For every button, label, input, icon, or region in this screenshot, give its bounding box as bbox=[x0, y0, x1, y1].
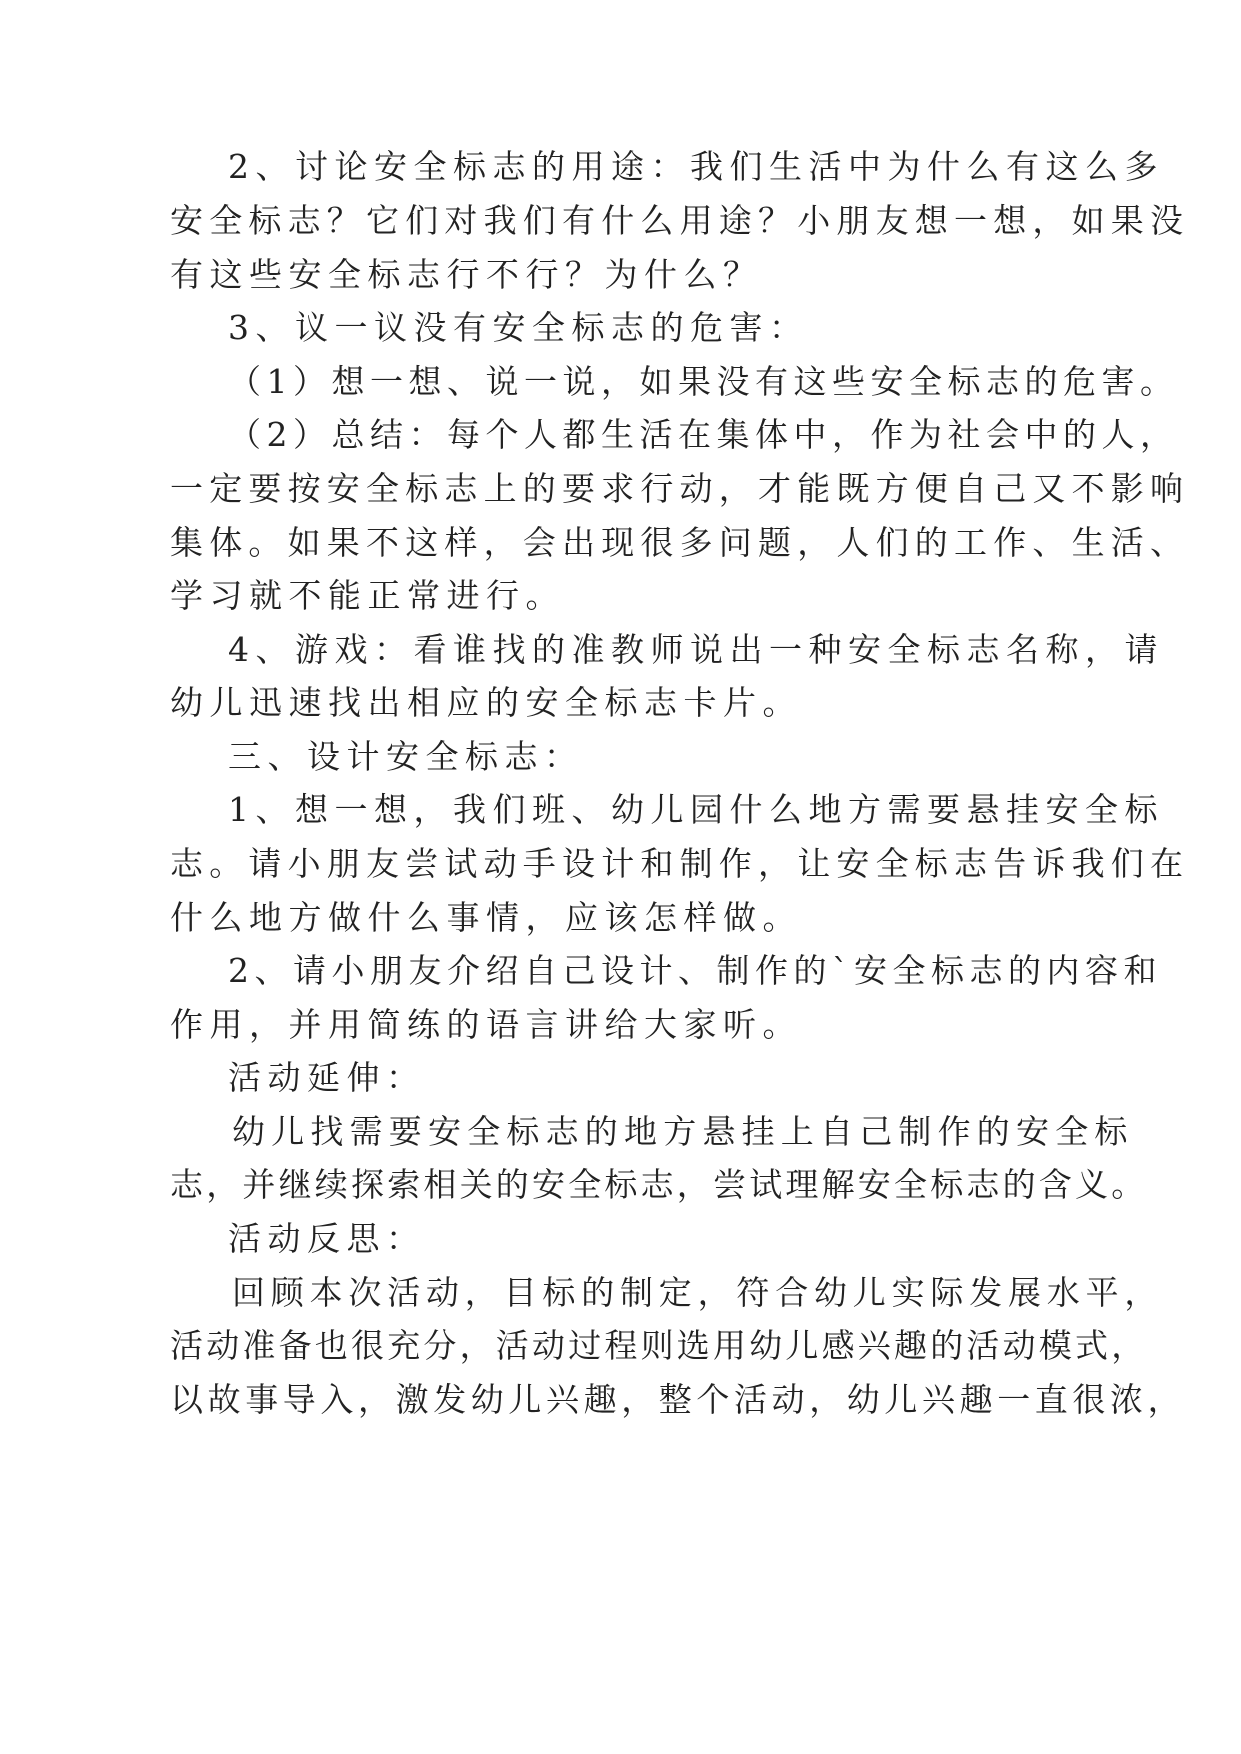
text-line: 一定要按安全标志上的要求行动，才能既方便自己又不影响 bbox=[170, 469, 1190, 508]
text-line: （2）总结：每个人都生活在集体中，作为社会中的人， bbox=[228, 415, 1179, 454]
text-line: 集体。如果不这样，会出现很多问题，人们的工作、生活、 bbox=[170, 523, 1190, 562]
text-line: 学习就不能正常进行。 bbox=[170, 576, 565, 615]
text-line: 幼儿迅速找出相应的安全标志卡片。 bbox=[170, 683, 802, 722]
text-line: 活动反思： bbox=[228, 1219, 426, 1258]
text-line: （1）想一想、说一说，如果没有这些安全标志的危害。 bbox=[228, 362, 1179, 401]
text-line: 有这些安全标志行不行？为什么？ bbox=[170, 255, 763, 294]
text-line: 1、想一想，我们班、幼儿园什么地方需要悬挂安全标 bbox=[228, 790, 1164, 829]
text-line: 三、设计安全标志： bbox=[228, 737, 584, 776]
text-line: 以故事导入，激发幼儿兴趣，整个活动，幼儿兴趣一直很浓， bbox=[170, 1380, 1186, 1419]
text-line: 活动准备也很充分，活动过程则选用幼儿感兴趣的活动模式， bbox=[170, 1326, 1148, 1365]
text-line: 2、请小朋友介绍自己设计、制作的`安全标志的内容和 bbox=[228, 951, 1162, 990]
text-line: 回顾本次活动，目标的制定，符合幼儿实际发展水平， bbox=[232, 1273, 1164, 1312]
text-line: 2、讨论安全标志的用途：我们生活中为什么有这么多 bbox=[228, 147, 1164, 186]
text-line: 作用，并用简练的语言讲给大家听。 bbox=[170, 1005, 802, 1044]
text-line: 活动延伸： bbox=[228, 1058, 426, 1097]
text-line: 什么地方做什么事情，应该怎样做。 bbox=[170, 898, 802, 937]
text-line: 志。请小朋友尝试动手设计和制作，让安全标志告诉我们在 bbox=[170, 844, 1190, 883]
text-line: 4、游戏：看谁找的准教师说出一种安全标志名称，请 bbox=[228, 630, 1164, 669]
text-line: 幼儿找需要安全标志的地方悬挂上自己制作的安全标 bbox=[232, 1112, 1134, 1151]
text-line: 安全标志？它们对我们有什么用途？小朋友想一想，如果没 bbox=[170, 201, 1190, 240]
text-line: 3、议一议没有安全标志的危害： bbox=[228, 308, 809, 347]
text-line: 志，并继续探索相关的安全标志，尝试理解安全标志的含义。 bbox=[170, 1165, 1148, 1204]
